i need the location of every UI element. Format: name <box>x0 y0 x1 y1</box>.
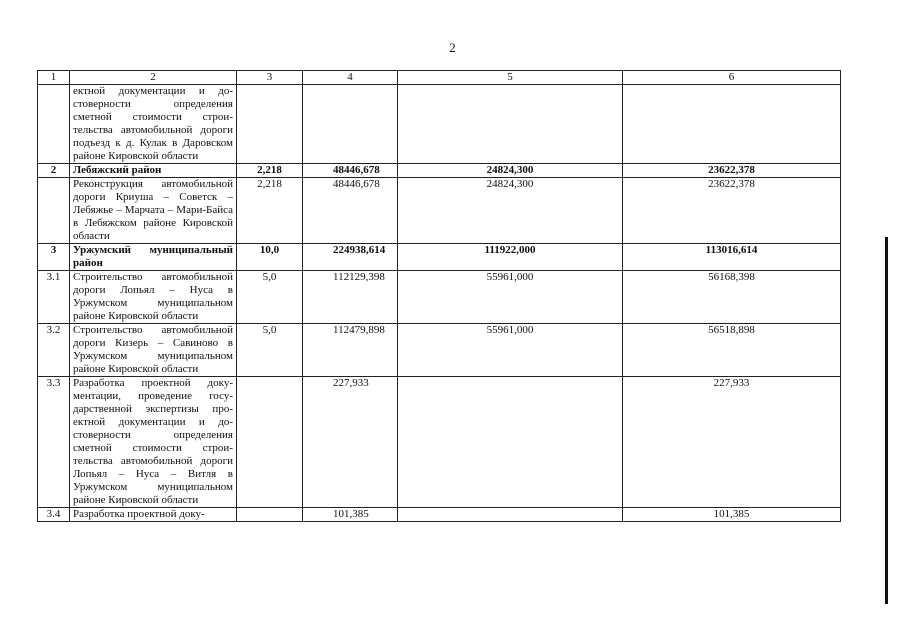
row-number-cell: 3 <box>38 244 70 271</box>
header-cell: 5 <box>398 71 623 85</box>
regional-funds-cell <box>623 85 841 164</box>
row-number-cell: 3.4 <box>38 508 70 522</box>
regional-funds-cell: 101,385 <box>623 508 841 522</box>
total-cost-cell: 112479,898 <box>303 324 398 377</box>
length-cell <box>237 85 303 164</box>
total-cost-cell: 101,385 <box>303 508 398 522</box>
budget-table <box>37 70 841 522</box>
regional-funds-cell: 113016,614 <box>623 244 841 271</box>
header-cell: 3 <box>237 71 303 85</box>
header-cell: 6 <box>623 71 841 85</box>
table-header-row <box>38 71 841 85</box>
item-name-cell: Реконструкция автомобильной дороги Криуша – Советск – Лебяжье – Марчата – Мари-Байса в Лебяжском районе Кировской области <box>70 178 237 244</box>
length-cell: 5,0 <box>237 271 303 324</box>
header-cell: 2 <box>70 71 237 85</box>
federal-funds-cell: 24824,300 <box>398 178 623 244</box>
length-cell <box>237 508 303 522</box>
item-name-cell: Строительство автомобильной дороги Лопьял – Нуса в Уржумском муниципальном районе Кировской области <box>70 271 237 324</box>
header-cell: 4 <box>303 71 398 85</box>
row-number-cell <box>38 178 70 244</box>
row-number-cell: 3.2 <box>38 324 70 377</box>
total-cost-cell: 48446,678 <box>303 178 398 244</box>
regional-funds-cell: 56168,398 <box>623 271 841 324</box>
item-name-cell: Лебяжский район <box>70 164 237 178</box>
table-row <box>38 508 841 522</box>
item-name-cell: Разработка проектной доку- <box>70 508 237 522</box>
regional-funds-cell: 56518,898 <box>623 324 841 377</box>
total-cost-cell: 48446,678 <box>303 164 398 178</box>
table-row <box>38 164 841 178</box>
table-row <box>38 178 841 244</box>
header-cell: 1 <box>38 71 70 85</box>
table-row <box>38 85 841 164</box>
length-cell: 5,0 <box>237 324 303 377</box>
row-number-cell: 3.1 <box>38 271 70 324</box>
length-cell: 10,0 <box>237 244 303 271</box>
federal-funds-cell: 24824,300 <box>398 164 623 178</box>
total-cost-cell: 224938,614 <box>303 244 398 271</box>
item-name-cell: Разработка проектной документации, проведение государственной экспертизы проектной документации и достоверности определения сметной стоимости строительства автомобильной дороги Лопьял – Нуса – Витля в Уржумском муниципальном районе Кировской области <box>70 377 237 508</box>
length-cell: 2,218 <box>237 164 303 178</box>
table-row <box>38 244 841 271</box>
length-cell <box>237 377 303 508</box>
table-row <box>38 377 841 508</box>
federal-funds-cell <box>398 85 623 164</box>
total-cost-cell: 227,933 <box>303 377 398 508</box>
total-cost-cell: 112129,398 <box>303 271 398 324</box>
row-number-cell <box>38 85 70 164</box>
federal-funds-cell: 55961,000 <box>398 324 623 377</box>
table-row <box>38 324 841 377</box>
total-cost-cell <box>303 85 398 164</box>
federal-funds-cell: 111922,000 <box>398 244 623 271</box>
item-name-cell: Уржумский муниципальный район <box>70 244 237 271</box>
item-name-cell: Строительство автомобильной дороги Кизерь – Савиново в Уржумском муниципальном районе Кировской области <box>70 324 237 377</box>
row-number-cell: 2 <box>38 164 70 178</box>
table-row <box>38 271 841 324</box>
page-number: 2 <box>449 40 456 55</box>
row-number-cell: 3.3 <box>38 377 70 508</box>
item-name-cell: ектной документации и достоверности определения сметной стоимости строительства автомобильной дороги подъезд к д. Кулак в Даровском районе Кировской области <box>70 85 237 164</box>
federal-funds-cell: 55961,000 <box>398 271 623 324</box>
federal-funds-cell <box>398 508 623 522</box>
margin-bar <box>885 237 888 604</box>
length-cell: 2,218 <box>237 178 303 244</box>
regional-funds-cell: 227,933 <box>623 377 841 508</box>
federal-funds-cell <box>398 377 623 508</box>
regional-funds-cell: 23622,378 <box>623 178 841 244</box>
regional-funds-cell: 23622,378 <box>623 164 841 178</box>
